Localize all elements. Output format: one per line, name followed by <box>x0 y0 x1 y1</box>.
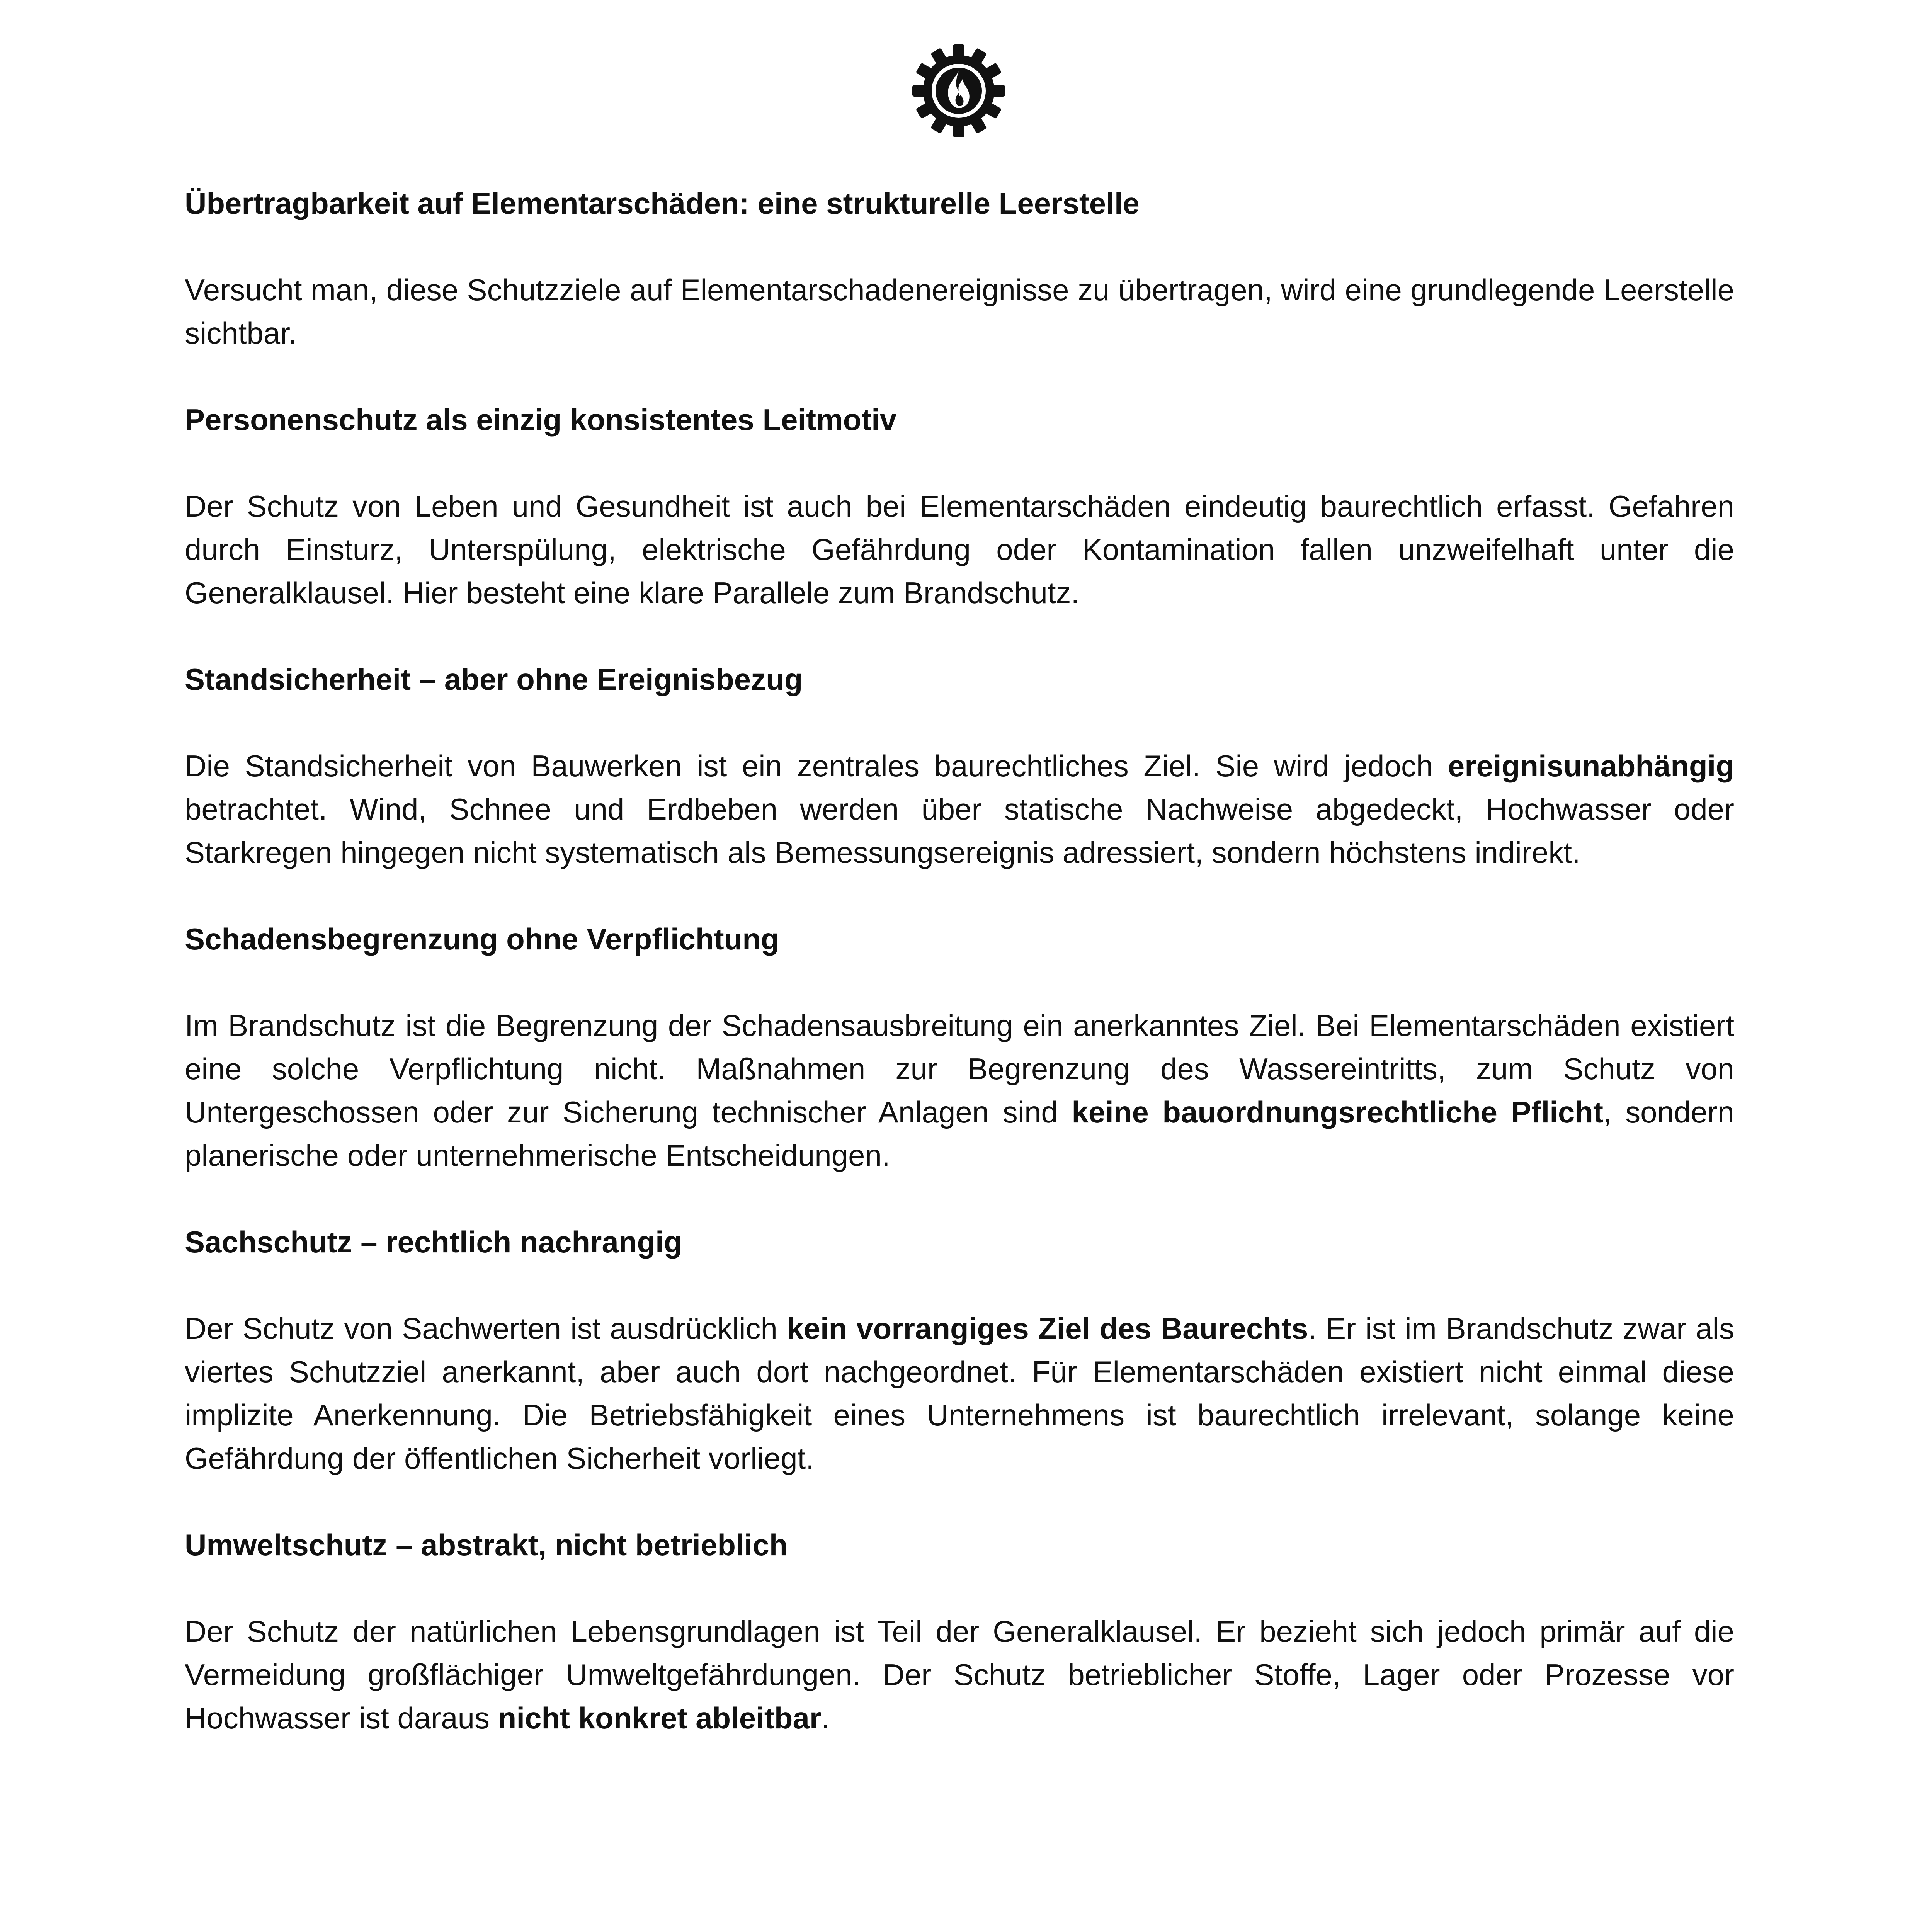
section-heading: Umweltschutz – abstrakt, nicht betrieblich <box>185 1528 788 1562</box>
paragraph <box>185 268 1734 355</box>
section-heading: Sachschutz – rechtlich nachrangig <box>185 1225 682 1259</box>
logo-gear-flame-icon <box>910 43 1007 139</box>
paragraph-text: Die Standsicherheit von Bauwerken ist ein zentrales baurechtliches Ziel. Sie wird jedoch <box>185 749 1448 783</box>
paragraph-text: Der Schutz von Sachwerten ist ausdrücklich <box>185 1311 787 1345</box>
paragraph-text: . <box>821 1701 830 1735</box>
paragraph-text: Der Schutz von Leben und Gesundheit ist auch bei Elementarschäden eindeutig baurechtlich erfasst. Gefahren durch Einsturz, Unterspülung, elektrische Gefährdung oder Kontamination fallen unzweifelhaft unter die Generalklausel. Hier besteht eine klare Parallele zum Brandschutz. <box>185 489 1734 610</box>
paragraph <box>185 1004 1734 1177</box>
section-standsicherheit <box>185 658 1734 874</box>
gear-icon <box>910 43 1007 139</box>
paragraph <box>185 485 1734 614</box>
emphasis-text: ereignisunabhängig <box>1448 749 1734 783</box>
section-heading: Personenschutz als einzig konsistentes Leitmotiv <box>185 403 897 437</box>
paragraph-text: Versucht man, diese Schutzziele auf Elementarschadenereignisse zu übertragen, wird eine grundlegende Leerstelle sichtbar. <box>185 273 1734 350</box>
paragraph <box>185 1610 1734 1740</box>
section-heading: Übertragbarkeit auf Elementarschäden: eine strukturelle Leerstelle <box>185 186 1140 220</box>
emphasis-text: keine bauordnungsrechtliche Pflicht <box>1072 1095 1603 1129</box>
section-sachschutz <box>185 1220 1734 1480</box>
section-umweltschutz <box>185 1523 1734 1740</box>
paragraph-text: Im Brandschutz ist die Begrenzung der Schadensausbreitung ein anerkanntes Ziel. Bei Elementarschäden existiert eine solche Verpflichtung nicht. Maßnahmen zur Begrenzung des Wassereintritts, zum Schutz von Untergeschossen oder zur Sicherung technischer Anlagen sind <box>185 1009 1734 1129</box>
paragraph-text: , sondern planerische oder unternehmerische Entscheidungen. <box>185 1095 1734 1172</box>
section-transferability <box>185 182 1734 355</box>
emphasis-text: kein vorrangiges Ziel des Baurechts <box>787 1311 1308 1345</box>
emphasis-text: nicht konkret ableitbar <box>498 1701 822 1735</box>
section-personenschutz <box>185 398 1734 614</box>
paragraph <box>185 1307 1734 1480</box>
paragraph <box>185 744 1734 874</box>
section-schadensbegrenzung <box>185 917 1734 1177</box>
section-heading: Standsicherheit – aber ohne Ereignisbezug <box>185 662 803 696</box>
paragraph-text: . Er ist im Brandschutz zwar als viertes Schutzziel anerkannt, aber auch dort nachgeordnet. Für Elementarschäden existiert nicht einmal diese implizite Anerkennung. Die Betriebsfähigkeit eines Unternehmens ist baurechtlich irrelevant, solange keine Gefährdung der öffentlichen Sicherheit vorliegt. <box>185 1311 1735 1475</box>
paragraph-text: Der Schutz der natürlichen Lebensgrundlagen ist Teil der Generalklausel. Er bezieht sich jedoch primär auf die Vermeidung großflächiger Umweltgefährdungen. Der Schutz betrieblicher Stoffe, Lager oder Prozesse vor Hochwasser ist daraus <box>185 1614 1734 1735</box>
paragraph-text: betrachtet. Wind, Schnee und Erdbeben werden über statische Nachweise abgedeckt, Hochwasser oder Starkregen hingegen nicht systematisch als Bemessungsereignis adressiert, sondern höchstens indirekt. <box>185 792 1734 869</box>
document-body <box>185 182 1734 1783</box>
section-heading: Schadensbegrenzung ohne Verpflichtung <box>185 922 779 956</box>
